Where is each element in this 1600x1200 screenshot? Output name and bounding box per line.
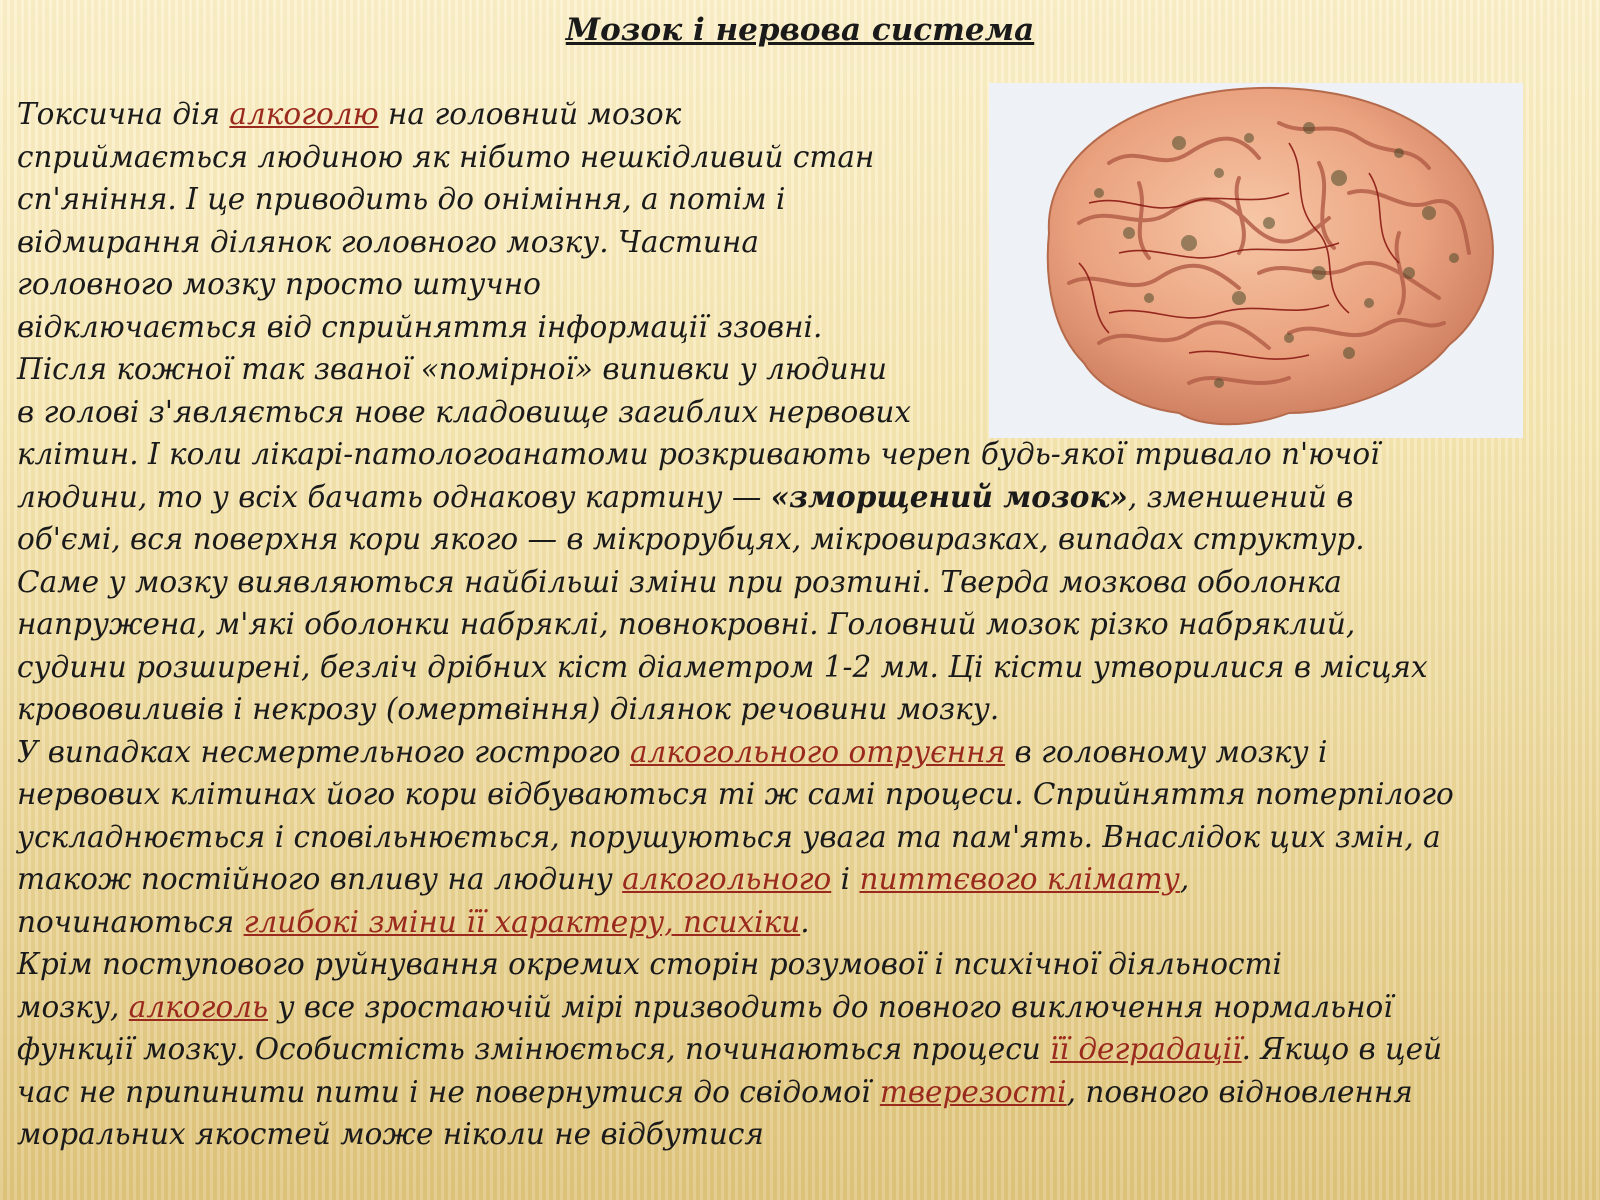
text-line: головного мозку просто штучно [17, 267, 541, 301]
text-line: нервових клітинах його кори відбуваються ті ж самі процеси. Сприйняття потерпілого [17, 777, 1454, 811]
text-line: напружена, м'які оболонки набряклі, повнокровні. Головний мозок різко набряклий, [17, 607, 1356, 641]
link-alkogolyu[interactable]: алкоголю [229, 97, 379, 131]
link-alkohol[interactable]: алкоголь [128, 989, 269, 1024]
text-line: Після кожної так званої «помірної» випивки у людини [17, 352, 888, 386]
text-line: крововиливів і некрозу (омертвіння) ділянок речовини мозку. [17, 692, 1000, 726]
text-line: судини розширені, безліч дрібних кіст діаметром 1-2 мм. Ці кісти утворилися в місцях [17, 649, 1428, 684]
text-line: час не припинити пити і не повернутися до свідомої тверезості, повного відновлення [17, 1074, 1413, 1109]
text-line: Токсична дія алкоголю на головний мозок [17, 97, 682, 131]
text-line: починаються глибокі зміни її характеру, психіки. [17, 904, 810, 939]
article-body [17, 93, 1597, 1156]
text-line: відмирання ділянок головного мозку. Частина [17, 224, 759, 259]
link-drinking-climate[interactable]: питтєвого клімату [859, 862, 1180, 896]
link-alcoholic[interactable]: алкогольного [622, 862, 832, 896]
link-alcohol-poisoning[interactable]: алкогольного отруєння [629, 734, 1006, 769]
text-line: мозку, алкоголь у все зростаючій мірі призводить до повного виключення нормальної [17, 989, 1393, 1024]
text-line: сприймається людиною як нібито нешкідливий стан [17, 139, 875, 174]
text-line: в голові з'являється нове кладовище загиблих нервових [17, 394, 912, 429]
text-line: моральних якостей може ніколи не відбутися [17, 1117, 764, 1151]
text-line: Крім поступового руйнування окремих сторін розумової і психічної діяльності [17, 947, 1282, 981]
link-sobriety[interactable]: тверезості [879, 1074, 1067, 1109]
text-line: людини, то у всіх бачать однакову картину — «зморщений мозок», зменшений в [17, 478, 1354, 514]
text-line: клітин. І коли лікарі-патологоанатоми розкривають череп будь-якої тривало п'ючої [17, 437, 1380, 471]
emphasis-shrunken-brain: «зморщений мозок» [770, 478, 1128, 514]
link-character-changes[interactable]: глибокі зміни її характеру, психіки [243, 904, 801, 939]
text-line: функції мозку. Особистість змінюється, починаються процеси її деградації. Якщо в цей [17, 1032, 1443, 1066]
text-line: сп'яніння. І це приводить до оніміння, а потім і [17, 182, 786, 216]
text-line: ускладнюється і сповільнюється, порушуються увага та пам'ять. Внаслідок цих змін, а [17, 819, 1441, 854]
page-title: Мозок і нервова система [565, 12, 1035, 48]
text-line: також постійного впливу на людину алкогольного і питтєвого клімату, [17, 862, 1190, 896]
link-degradation[interactable]: її деградації [1050, 1032, 1242, 1066]
text-line: відключається від сприйняття інформації ззовні. [17, 309, 823, 344]
text-line: Саме у мозку виявляються найбільші зміни при розтині. Тверда мозкова оболонка [17, 564, 1342, 599]
text-line: У випадках несмертельного гострого алкогольного отруєння в головному мозку і [17, 734, 1328, 769]
text-line: об'ємі, вся поверхня кори якого — в мікрорубцях, мікровиразках, випадах структур. [17, 522, 1365, 556]
